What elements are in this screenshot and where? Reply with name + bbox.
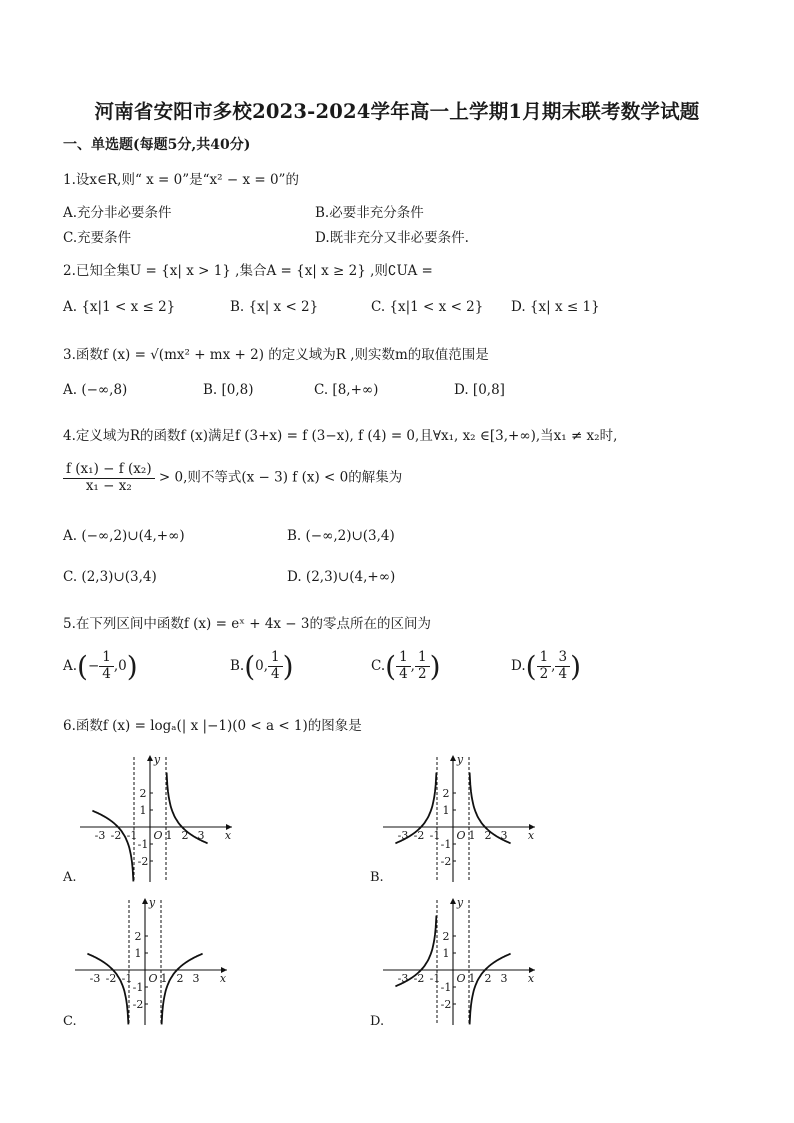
question-2-option-a: A. {x|1 < x ≤ 2} bbox=[63, 299, 176, 315]
graph-a-xtick-3: 3 bbox=[197, 829, 205, 842]
graph-d-y-label: y bbox=[456, 896, 464, 909]
question-3-stem: 3.函数f (x) = √(mx² + mx + 2) 的定义域为R ,则实数m的取值范围是 bbox=[63, 347, 489, 363]
graph-b-label: B. bbox=[370, 870, 384, 885]
option-c-num1: 1 bbox=[396, 650, 411, 667]
question-5-option-a: A.(− $\frac{1}{4}$ ,0) bbox=[63, 649, 138, 683]
page-title: 河南省安阳市多校2023-2024学年高一上学期1月期末联考数学试题 bbox=[94, 100, 700, 123]
graph-c bbox=[75, 895, 235, 1025]
question-5-stem: 5.在下列区间中函数f (x) = eˣ + 4x − 3的零点所在的区间为 bbox=[63, 616, 431, 632]
graph-a-xtick-1: 1 bbox=[165, 829, 173, 842]
graph-a-ytick--2: -2 bbox=[137, 855, 149, 868]
graph-a-curve-left bbox=[92, 811, 133, 882]
section-heading: 一、单选题(每题5分,共40分) bbox=[63, 137, 251, 153]
option-a-num: 1 bbox=[99, 650, 114, 667]
option-c-den2: 2 bbox=[417, 666, 427, 682]
question-4-inequality: > 0,则不等式(x − 3) f (x) < 0的解集为 bbox=[158, 469, 403, 486]
option-a-right: ,0 bbox=[113, 658, 127, 674]
graph-a-y-label: y bbox=[153, 753, 161, 766]
option-c-num2: 1 bbox=[415, 650, 430, 667]
option-b-label: B. bbox=[230, 658, 245, 674]
graph-d-xtick--3: -3 bbox=[397, 972, 409, 985]
question-1-option-a: A.充分非必要条件 bbox=[63, 205, 172, 221]
question-4-fraction-numerator: f (x₁) − f (x₂) bbox=[63, 462, 155, 479]
question-4-fraction-denominator: x₁ − x₂ bbox=[85, 477, 132, 494]
question-4-stem: 4.定义域为R的函数f (x)满足f (3+x) = f (3−x), f (4) = 0,且∀x₁, x₂ ∈[3,+∞),当x₁ ≠ x₂时, bbox=[63, 428, 618, 444]
graph-a-x-label: x bbox=[224, 829, 232, 842]
graph-b-xtick--3: -3 bbox=[397, 829, 409, 842]
option-d-label: D. bbox=[511, 658, 526, 674]
question-4-option-a: A. (−∞,2)∪(4,+∞) bbox=[63, 528, 185, 544]
question-4-fraction bbox=[63, 462, 155, 494]
graph-a-xtick--1: -1 bbox=[126, 829, 138, 842]
graph-c-ytick--1: -1 bbox=[132, 981, 144, 994]
option-d-num1: 1 bbox=[537, 650, 552, 667]
graph-c-xtick-3: 3 bbox=[192, 972, 200, 985]
graph-b-xtick-3: 3 bbox=[500, 829, 508, 842]
graph-c-xtick-2: 2 bbox=[176, 972, 184, 985]
question-4-option-c: C. (2,3)∪(3,4) bbox=[63, 569, 157, 585]
question-1-option-c: C.充要条件 bbox=[63, 230, 132, 246]
option-a-label: A. bbox=[63, 658, 78, 674]
graph-b-y-arrow bbox=[450, 755, 456, 761]
graph-a-ytick--1: -1 bbox=[137, 838, 149, 851]
graph-b-xtick-1: 1 bbox=[468, 829, 476, 842]
graph-a-xtick--3: -3 bbox=[94, 829, 106, 842]
graph-c-ytick--2: -2 bbox=[132, 998, 144, 1011]
graph-d-xtick-1: 1 bbox=[468, 972, 476, 985]
graph-c-curve-left bbox=[87, 954, 128, 1025]
graph-c-curve-right bbox=[162, 954, 203, 1025]
graph-a-y-arrow bbox=[147, 755, 153, 761]
graph-c-xtick-1: 1 bbox=[160, 972, 168, 985]
graph-a-origin: O bbox=[153, 829, 163, 842]
option-d-den1: 2 bbox=[539, 666, 549, 682]
graph-c-ytick-1: 1 bbox=[134, 947, 142, 960]
graph-b-ytick--1: -1 bbox=[440, 838, 452, 851]
graph-c-label: C. bbox=[63, 1014, 77, 1029]
graph-d bbox=[383, 895, 543, 1025]
graph-b-y-label: y bbox=[456, 753, 464, 766]
option-c-den1: 4 bbox=[399, 666, 408, 682]
graph-a-xtick--2: -2 bbox=[110, 829, 122, 842]
graph-a-ytick-1: 1 bbox=[139, 804, 147, 817]
question-2-option-c: C. {x|1 < x < 2} bbox=[371, 299, 484, 315]
graph-d-xtick-3: 3 bbox=[500, 972, 508, 985]
graph-d-x-label: x bbox=[527, 972, 535, 985]
graph-b-xtick--1: -1 bbox=[429, 829, 441, 842]
graph-b-ytick--2: -2 bbox=[440, 855, 452, 868]
question-3-option-c: C. [8,+∞) bbox=[314, 382, 379, 398]
question-5-option-c: C.( $\frac{1}{4}$ , $\frac{1}{2}$ ) bbox=[371, 649, 441, 683]
graph-c-xtick--1: -1 bbox=[121, 972, 133, 985]
question-2-option-d: D. {x| x ≤ 1} bbox=[511, 299, 600, 315]
graph-d-xtick--2: -2 bbox=[413, 972, 425, 985]
graph-a-ytick-2: 2 bbox=[139, 787, 147, 800]
question-5-option-b: B.(0, $\frac{1}{4}$ ) bbox=[230, 649, 294, 683]
option-c-label: C. bbox=[371, 658, 386, 674]
option-b-den: 4 bbox=[271, 666, 280, 682]
graph-a bbox=[80, 752, 240, 882]
graph-d-curve-right bbox=[470, 954, 511, 1025]
graph-b bbox=[383, 752, 543, 882]
graph-b-origin: O bbox=[456, 829, 466, 842]
graph-d-xtick--1: -1 bbox=[429, 972, 441, 985]
graph-a-label: A. bbox=[63, 870, 77, 885]
graph-c-y-arrow bbox=[142, 898, 148, 904]
option-d-den2: 4 bbox=[558, 666, 568, 682]
question-5-option-d: D.( $\frac{1}{2}$ , $\frac{3}{4}$ ) bbox=[511, 649, 581, 683]
question-6-stem: 6.函数f (x) = logₐ(| x |−1)(0 < a < 1)的图象是 bbox=[63, 718, 362, 734]
option-b-num: 1 bbox=[268, 650, 283, 667]
graph-b-ytick-2: 2 bbox=[442, 787, 450, 800]
graph-c-y-label: y bbox=[148, 896, 156, 909]
option-b-left: 0, bbox=[255, 658, 269, 674]
graph-a-xtick-2: 2 bbox=[181, 829, 189, 842]
question-4-option-b: B. (−∞,2)∪(3,4) bbox=[287, 528, 395, 544]
question-3-option-a: A. (−∞,8) bbox=[63, 382, 128, 398]
option-a-den: 4 bbox=[102, 666, 111, 682]
question-1-option-d: D.既非充分又非必要条件. bbox=[315, 230, 469, 246]
graph-b-xtick--2: -2 bbox=[413, 829, 425, 842]
option-d-num2: 3 bbox=[555, 650, 570, 667]
graph-c-origin: O bbox=[148, 972, 158, 985]
graph-b-ytick-1: 1 bbox=[442, 804, 450, 817]
graph-d-y-arrow bbox=[450, 898, 456, 904]
graph-b-x-label: x bbox=[527, 829, 535, 842]
graph-c-ytick-2: 2 bbox=[134, 930, 142, 943]
question-1-option-b: B.必要非充分条件 bbox=[315, 205, 424, 221]
option-d-comma: , bbox=[551, 658, 556, 674]
question-4-option-d: D. (2,3)∪(4,+∞) bbox=[287, 569, 396, 585]
graph-c-x-label: x bbox=[219, 972, 227, 985]
graph-d-origin: O bbox=[456, 972, 466, 985]
graph-c-xtick--3: -3 bbox=[89, 972, 101, 985]
question-2-stem: 2.已知全集U = {x| x > 1} ,集合A = {x| x ≥ 2} ,则∁UA = bbox=[63, 263, 433, 279]
question-1-stem: 1.设x∈R,则“ x = 0”是“x² − x = 0”的 bbox=[63, 172, 299, 188]
question-4-condition bbox=[63, 462, 402, 494]
question-3-option-b: B. [0,8) bbox=[203, 382, 254, 398]
graph-d-ytick-1: 1 bbox=[442, 947, 450, 960]
question-2-option-b: B. {x| x < 2} bbox=[230, 299, 319, 315]
graph-d-ytick--1: -1 bbox=[440, 981, 452, 994]
question-3-option-d: D. [0,8] bbox=[454, 382, 505, 398]
graph-d-ytick-2: 2 bbox=[442, 930, 450, 943]
graph-d-label: D. bbox=[370, 1014, 385, 1029]
graph-c-xtick--2: -2 bbox=[105, 972, 117, 985]
option-a-minus: − bbox=[87, 658, 100, 674]
graph-d-xtick-2: 2 bbox=[484, 972, 492, 985]
option-c-comma: , bbox=[410, 658, 415, 674]
graph-d-ytick--2: -2 bbox=[440, 998, 452, 1011]
graph-b-xtick-2: 2 bbox=[484, 829, 492, 842]
